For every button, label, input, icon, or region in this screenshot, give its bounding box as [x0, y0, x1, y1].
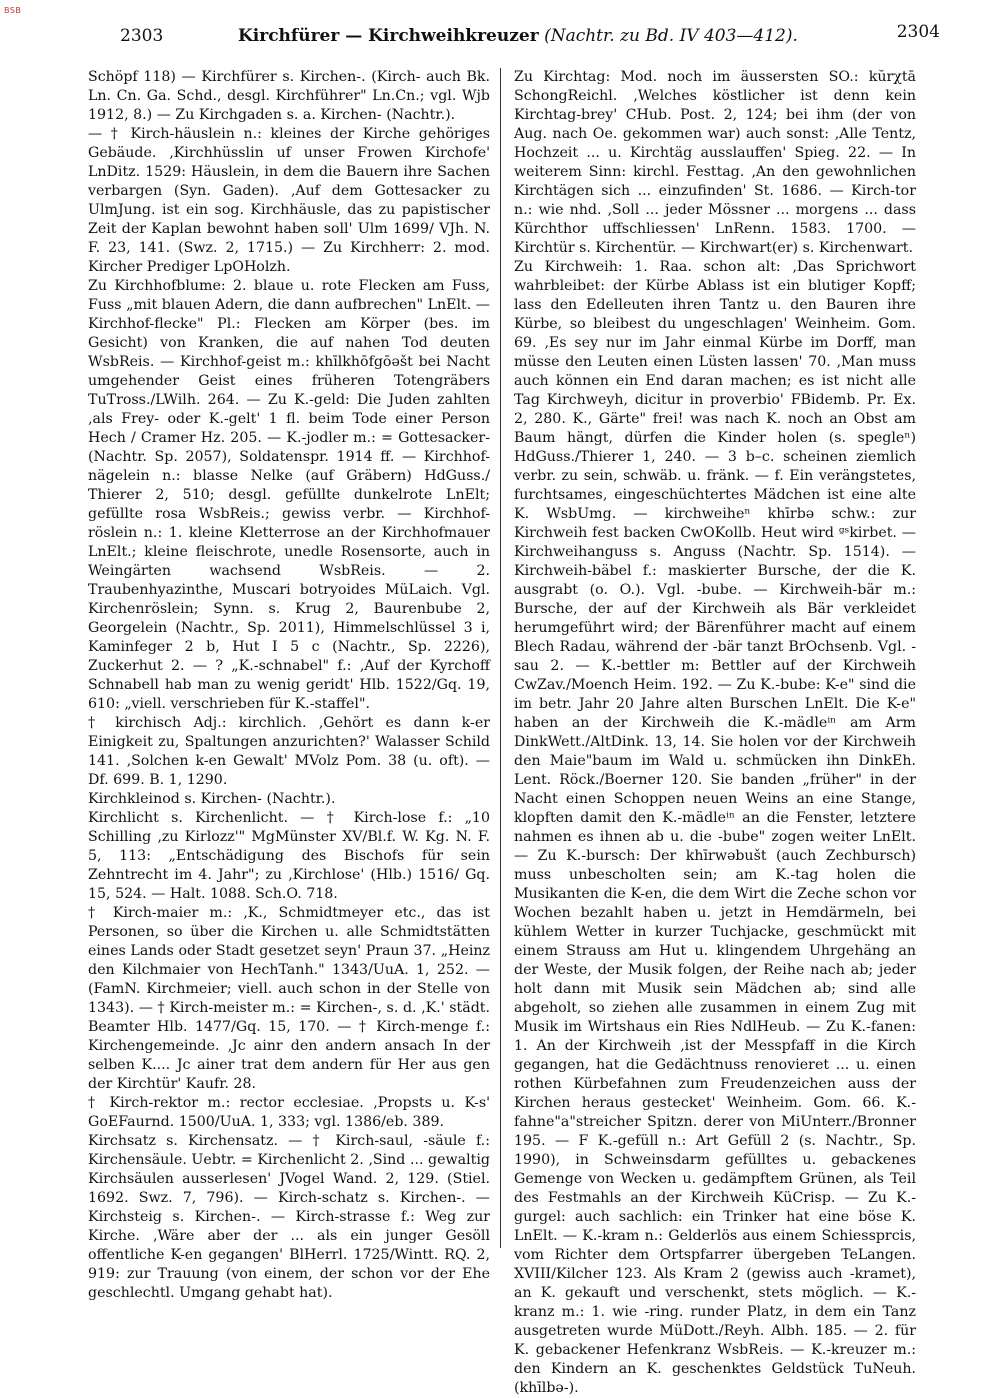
entry-paragraph: Kirchsatz s. Kirchensatz. — † Kirch-saul, -säule f.: Kirchensäule. Uebtr. = Kirchenlicht 2. ‚Sind ... gewaltig Kirchsäulen ausserlesen' JVogel Wand. 2, 129. (Stiel. 1692. Swz. 7, 796). — Kirch-schatz s. Kirchen-. — Kirchsteig s. Kirchen-. — Kirch-strasse f.: Weg zur Kirche. ‚Wäre aber der ... als ein junger Gesöll offentliche K-en gegangen' BlHerrl. 1725/Wintt. RQ. 2, 919: zur Trauung (von einem, der schon vor der Ehe geschlechtl. Umgang gehabt hat).: [88, 1133, 490, 1301]
entry-paragraph: Zu Kirchtag: Mod. noch im äussersten SO.: kŭrχtā SchongReichl. ‚Welches köstlicher ist denn kein Kirchtag-brey' CHub. Post. 2, 124; bei ihm (der von Aug. nach Oe. gekommen war) auch sonst: ‚Alle Tentz, Hochzeit ... u. Kirchtäg ausslauffen' Spieg. 22. — In weiterem Sinn: kirchl. Festtag. ‚An den gewohnlichen Kirchtägen sich ... einzufinden' St. 1686. — Kirch-tor n.: wie nhd. ‚Soll ... jeder Mössner ... morgens ... dass Kürchthor uffschliessen' LnRenn. 1583. 1700. — Kirchtür s. Kirchentür. — Kirchwart(er) s. Kirchenwart.: [514, 69, 916, 256]
entry-paragraph: † Kirch-maier m.: ‚K., Schmidtmeyer etc., das ist Personen, so über die Kirchen u. alle Schmidtstätten eines Lands oder Stadt gesetzet seyn' Praun 37. „Heinz den Kilchmaier von HechTanh." 1343/UuA. 1, 252. — (FamN. Kirchmeier; viell. auch schon in der Stelle von 1343). — † Kirch-meister m.: = Kirchen-, s. d. ‚K.' städt. Beamter Hlb. 1477/Gq. 15, 170. — † Kirch-menge f.: Kirchengemeinde. ‚Jc ainr den andern ansach In der selben K.... Jc ainer trat dem andern für Her aus gen der Kirchtür' Kaufr. 28.: [88, 905, 490, 1092]
entry-paragraph: Kirchkleinod s. Kirchen- (Nachtr.).: [88, 791, 336, 807]
entry-paragraph: Kirchlicht s. Kirchenlicht. — † Kirch-lose f.: „10 Schilling ‚zu Kirlozz'" MgMünster XV/Bl.f. W. Kg. N. F. 5, 113: „Entschädigung des Bischofs für sein Zehntrecht im 4. Jahr"; zu ‚Kirchlose' (Hlb.) 1516/ Gq. 15, 524. — Halt. 1088. Sch.O. 718.: [88, 810, 490, 902]
entry-paragraph: Schöpf 118) — Kirchfürer s. Kirchen-. (Kirch- auch Bk. Ln. Cn. Ga. Schd., desgl. Kirchführer" Ln.Cn.; vgl. Wjb 1912, 8.) — Zu Kirchgaden s. a. Kirchen- (Nachtr.).: [88, 69, 490, 123]
running-title-note: (Nachtr. zu Bd. IV 403—412).: [544, 26, 798, 46]
running-title: [238, 26, 798, 46]
page-number-right: 2304: [896, 22, 940, 42]
bsb-watermark: BSB: [4, 6, 22, 15]
entry-paragraph: — † Kirch-häuslein n.: kleines der Kirche gehöriges Gebäude. ‚Kirchhüsslin uf unser Frowen Kirchofe' LnDitz. 1529: Häuslein, in dem die Bauern ihre Sachen verbargen (Syn. Gaden). ‚Auf dem Gottesacker zu UlmJung. ist ein sog. Kirchhäusle, das zu papistischer Zeit der Kaplan bewohnt haben soll' Ulm 1699/ VJh. N. F. 23, 141. (Swz. 2, 1715.) — Zu Kirchherr: 2. mod. Kircher Prediger LpOHolzh.: [88, 126, 490, 275]
running-title-main: Kirchfürer — Kirchweihkreuzer: [238, 26, 539, 46]
left-column: [88, 68, 490, 1301]
entry-paragraph: † kirchisch Adj.: kirchlich. ‚Gehört es dann k-er Einigkeit zu, Spaltungen anzurichten?' Walasser Schild 141. ‚Solchen k-en Gewalt' MVolz Pom. 38 (u. oft). — Df. 699. B. 1, 1290.: [88, 715, 490, 788]
entry-paragraph: Zu Kirchweih: 1. Raa. schon alt: ‚Das Sprichwort wahrbleibet: der Kürbe Ablass ist ein blutiger Kopff; lass den Edelleuten ihren Tantz u. den Bauren ihre Kürbe, so bleibest du ungeschlagen' Weinheim. Gom. 69. ‚Es sey nur im Jahr einmal Kürbe im Dorff, man müsse den Leuten einen Lüsten lassen' 70. ‚Man muss auch können ein End daran machen; es ist nicht alle Tag Kirchweyh, dicitur in proverbio' FBidemb. Pr. Ex. 2, 280. K., Gärte" frei! was nach K. noch an Obst am Baum hängt, dürfen die Kinder holen (s. spegleⁿ) HdGuss./Thierer 1, 240. — 3 b–c. scheinen ziemlich verbr. zu sein, schwäb. u. fränk. — f. Ein verängstetes, furchtsames, eingeschüchtertes Mädchen ist eine alte K. WsbUmg. — kirchweiheⁿ khīrbə schw.: zur Kirchweih fest backen CwOKollb. Heut wird ᵍˢkirbet. — Kirchweihanguss s. Anguss (Nachtr. Sp. 1514). — Kirchweih-bäbel f.: maskierter Bursche, der die K. ausgrabt (o. O.). Vgl. -bube. — Kirchweih-bär m.: Bursche, der auf der Kirchweih als Bär verkleidet herumgeführt wird; der Bärenführer macht auf einem Blech Radau, während der -bär tanzt BrOchsenb. Vgl. -sau 2. — K.-bettler m: Bettler auf der Kirchweih CwZav./Moench Heim. 192. — Zu K.-bube: K-e" sind die im betr. Jahr 20 Jahre alten Burschen LnElt. Die K-e" haben an der Kirchweih die K.-mädleⁱⁿ am Arm DinkWett./AltDink. 13, 14. Sie holen vor der Kirchweih den Maie"baum im Wald u. schmücken ihn DinkEh. Lent. Röck./Boerner 120. Sie banden „früher" in der Nacht einen Schoppen neuen Weins an eine Stange, klopften damit den K.-mädleⁱⁿ an die Fenster, letztere nahmen es ihnen ab u. die -bube" zogen weiter LnElt. — Zu K.-bursch: Der khīrwəbušt (auch Zechbursch) muss unbescholten sein; am K.-tag holen die Musikanten die K-en, die dem Wirt die Zeche schon vor Wochen bezahlt haben u. jetzt in Hemdärmeln, bei kühlem Wetter in kurzer Tuchjacke, geschmückt mit einem Strauss am Hut u. klingendem Uhrgehäng an der Weste, der Musik folgen, der Reihe nach ab; jeder holt dann mit Musik sein Mädchen ab; sind alle abgeholt, so ziehen alle zusammen in einem Zug mit Musik im Wirtshaus ein Ries NdlHeub. — Zu K.-fanen: 1. An der Kirchweih ‚ist der Messpfaff in die Kirch gegangen, hat die Gedächtnuss renovieret ... u. einen rothen Kürbefahnen zum Freudenzeichen auss der Kirchen heraus gestecket' Weinheim. Gom. 66. K.-fahne"a"streicher Spitzn. derer von MiUnterr./Bronner 195. — F K.-gefüll n.: Art Gefüll 2 (s. Nachtr., Sp. 1990), in Schweinsdarm gefülltes u. gebackenes Gemenge von Wecken u. gedämpftem Grünen, als Teil des Festmahls an der Kirchweih KüCrisp. — Zu K.-gurgel: auch sachlich: ein Trinker hat eine böse K. LnElt. — K.-kram n.: Gelderlös aus einem Schiessprcis, vom Richter dem Ortspfarrer übergeben TeLangen. XVIII/Kilcher 123. Als Kram 2 (gewiss auch -kramet), an K. gekauft und verschenkt, stets möglich. — K.-kranz m.: 1. wie -ring. runder Platz, in dem ein Tanz ausgetreten wurde MüDott./Reyh. Albh. 185. — 2. für K. gebackener Hefenkranz WsbReis. — K.-kreuzer m.: den Kindern an K. geschenktes Geldstück TuNeuh. (khīlbə-).: [514, 259, 916, 1396]
entry-paragraph: † Kirch-rektor m.: rector ecclesiae. ‚Propsts u. K-s' GoEFaurnd. 1500/UuA. 1, 333; vgl. 1386/eb. 389.: [88, 1095, 490, 1130]
entry-paragraph: Zu Kirchhofblume: 2. blaue u. rote Flecken am Fuss, Fuss „mit blauen Adern, die dann aufbrechen" LnElt. — Kirchhof-flecke" Pl.: Flecken am Körper (bes. im Gesicht) von Kranken, die auf nahen Tod deuten WsbReis. — Kirchhof-geist m.: khīlkhōfgōəšt bei Nacht umgehender Geist eines früheren Totengräbers TuTross./LWilh. 264. — Zu K.-geld: Die Juden zahlten ‚als Frey- oder K.-gelt' 1 fl. beim Tode einer Person Hech / Cramer Hz. 205. — K.-jodler m.: = Gottesacker- (Nachtr. Sp. 2057), Soldatenspr. 1914 ff. — Kirchhof-nägelein n.: blasse Nelke (auf Gräbern) HdGuss./ Thierer 2, 510; desgl. gefüllte dunkelrote LnElt; gefüllte rosa WsbReis.; gewiss verbr. — Kirchhof-röslein n.: 1. kleine Kletterrose an der Kirchhofmauer LnElt.; kleine fleischrote, unedle Rosensorte, auch in Weingärten wachsend WsbReis. — 2. Traubenhyazinthe, Muscari botryoides MüLaich. Vgl. Kirchenröslein; Synn. s. Krug 2, Baurenbube 2, Georgelein (Nachtr., Sp. 2011), Himmelschlüssel 3 i, Kaminfeger 2 b, Hut I 5 c (Nachtr., Sp. 2226), Zuckerhut 2. — ? „K.-schnabel" f.: ‚Auf der Kyrchoff Schnabell hab man zu wenig geridt' Hlb. 1522/Gq. 19, 610: „viell. verschrieben für K.-staffel".: [88, 278, 490, 712]
page-header: [120, 22, 940, 52]
page-number-left: 2303: [120, 26, 164, 46]
right-column: [514, 68, 916, 1396]
dictionary-columns: [88, 68, 916, 1396]
column-divider: [500, 68, 501, 1248]
